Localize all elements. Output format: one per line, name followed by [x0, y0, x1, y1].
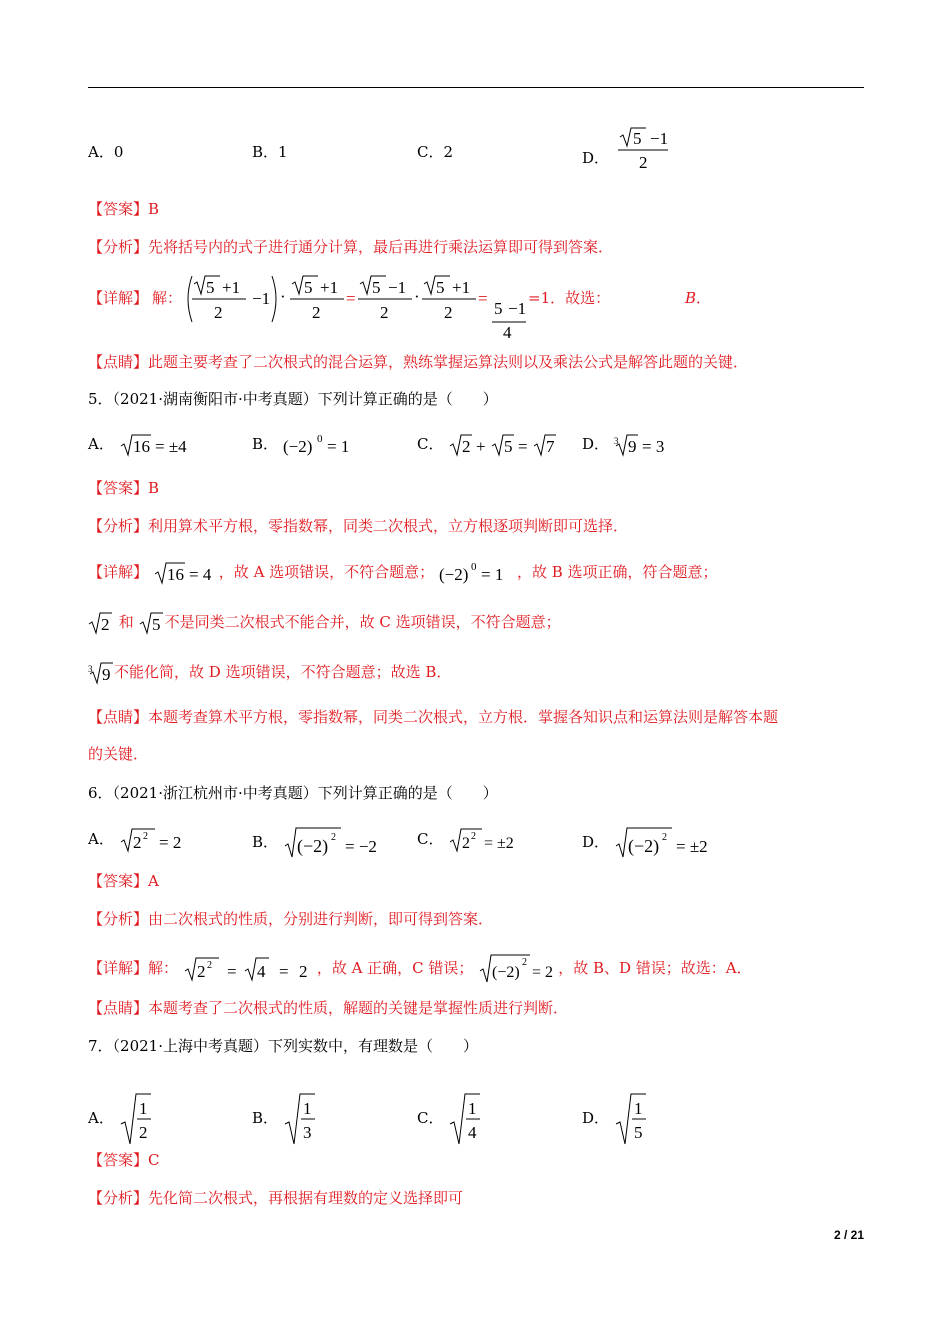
svg-text:0: 0	[470, 561, 477, 573]
svg-text:2: 2	[444, 303, 453, 322]
svg-text:2: 2	[196, 962, 206, 981]
q6-option-a	[88, 826, 189, 854]
svg-text:= −2: = −2	[344, 837, 377, 856]
option-label: C．	[417, 435, 444, 453]
svg-text:2: 2	[101, 615, 110, 634]
svg-text:(−2): (−2)	[282, 437, 313, 456]
q7-answer	[88, 1150, 160, 1170]
q6-analysis	[88, 909, 493, 929]
detail-tag: 【详解】	[88, 289, 149, 307]
answer-value: A	[148, 872, 159, 890]
analysis-tag: 【分析】	[88, 910, 149, 928]
svg-text:3: 3	[302, 1123, 312, 1142]
detail-choice: B	[685, 289, 697, 307]
svg-text:1: 1	[138, 1099, 148, 1118]
svg-text:2: 2	[214, 303, 223, 322]
option-label: C．	[417, 830, 444, 848]
svg-text:+1: +1	[320, 278, 339, 297]
q6-option-c	[417, 826, 522, 854]
svg-text:+: +	[476, 437, 486, 456]
option-label: A．	[88, 435, 114, 453]
svg-text:(−2): (−2)	[627, 836, 659, 856]
svg-text:+1: +1	[452, 278, 471, 297]
svg-text:16: 16	[132, 437, 150, 456]
svg-text:5: 5	[206, 278, 215, 297]
cbrt-9-math	[88, 661, 114, 685]
option-label: A．	[88, 1109, 114, 1127]
option-label: A．	[88, 830, 114, 848]
analysis-tag: 【分析】	[88, 1189, 149, 1207]
detail-result: =1．故选：	[528, 289, 611, 307]
svg-text:5: 5	[372, 278, 381, 297]
svg-text:4: 4	[256, 962, 266, 981]
svg-text:2: 2	[380, 303, 389, 322]
svg-text:= ±2: = ±2	[675, 837, 708, 856]
svg-text:2: 2	[298, 962, 308, 981]
q6-detail	[88, 953, 752, 985]
comment-tag: 【点睛】	[88, 999, 149, 1017]
q6-answer	[88, 871, 159, 891]
svg-text:5: 5	[304, 278, 313, 297]
svg-text:= ±2: = ±2	[484, 835, 515, 852]
q4-answer	[88, 199, 159, 219]
svg-text:2: 2	[206, 960, 212, 971]
detail-tag: 【详解】	[88, 959, 149, 977]
svg-text:5: 5	[151, 615, 161, 634]
svg-text:5: 5	[436, 278, 445, 297]
svg-text:−1: −1	[388, 278, 407, 297]
svg-text:=: =	[518, 437, 528, 456]
answer-value: B	[148, 479, 160, 497]
svg-text:(−2): (−2)	[296, 836, 328, 856]
analysis-tag: 【分析】	[88, 517, 149, 535]
svg-text:2: 2	[522, 957, 528, 968]
q5-stem: 5．（2021·湖南衡阳市·中考真题）下列计算正确的是（ ）	[88, 390, 498, 408]
svg-text:5: 5	[504, 437, 513, 456]
q5-option-d	[582, 432, 674, 458]
q5-detail-1-math-a	[153, 561, 219, 585]
q5-detail-2	[88, 611, 561, 635]
q6-option-a-math	[119, 826, 189, 854]
q5-comment-2: 的关键．	[88, 745, 149, 763]
svg-text:·: ·	[414, 287, 420, 306]
sqrt-5-math	[139, 611, 165, 635]
q6-stem: 6．（2021·浙江杭州市·中考真题）下列计算正确的是（ ）	[88, 784, 498, 802]
svg-text:= 3: = 3	[641, 437, 665, 456]
svg-text:= 1: = 1	[480, 565, 504, 584]
svg-text:=: =	[478, 289, 488, 308]
svg-text:2: 2	[330, 832, 336, 843]
detail-mid: ，故 A 正确，C 错误；	[316, 959, 474, 977]
svg-text:2: 2	[638, 153, 648, 172]
q4-option-a: A．0	[88, 143, 124, 161]
comment-text: 本题考查了二次根式的性质，解题的关键是掌握性质进行判断．	[148, 999, 569, 1017]
q7-analysis	[88, 1188, 463, 1208]
svg-text:−1: −1	[252, 289, 271, 308]
svg-text:·: ·	[280, 287, 286, 306]
detail-c-mid: 和	[118, 613, 134, 631]
q4-option-d	[582, 129, 674, 176]
svg-text:2: 2	[462, 835, 471, 852]
svg-text:−1: −1	[508, 299, 527, 318]
q5-option-c	[417, 432, 558, 458]
analysis-text: 由二次根式的性质，分别进行判断，即可得到答案．	[148, 910, 494, 928]
svg-text:2: 2	[471, 831, 477, 842]
detail-end: ．	[696, 289, 712, 307]
svg-text:2: 2	[138, 1123, 148, 1142]
answer-tag: 【答案】	[88, 479, 149, 497]
q7-option-a	[88, 1092, 153, 1146]
q5-option-a-math	[119, 432, 199, 458]
svg-text:5: 5	[633, 1123, 643, 1142]
svg-text:3: 3	[613, 436, 619, 446]
svg-text:= 2: = 2	[532, 964, 554, 981]
q5-answer	[88, 478, 159, 498]
svg-text:= 1: = 1	[326, 437, 350, 456]
q5-analysis	[88, 516, 628, 536]
option-label: B．	[252, 833, 279, 851]
option-label: B．	[252, 435, 279, 453]
detail-c: 不是同类二次根式不能合并，故 C 选项错误，不符合题意；	[164, 613, 561, 631]
svg-text:2: 2	[661, 832, 667, 843]
q4-option-b: B．1	[252, 143, 288, 161]
svg-text:4: 4	[468, 1123, 477, 1142]
svg-text:1: 1	[633, 1099, 643, 1118]
q5-comment-1	[88, 707, 778, 727]
comment-tag: 【点睛】	[88, 353, 149, 371]
svg-text:= 4: = 4	[188, 565, 212, 584]
svg-text:7: 7	[546, 437, 555, 456]
q5-detail-1	[88, 561, 718, 585]
q7-option-c-math	[448, 1092, 482, 1146]
svg-text:16: 16	[166, 565, 184, 584]
q6-detail-math-b	[478, 953, 558, 985]
q4-option-d-math	[614, 126, 674, 176]
q5-option-c-math	[448, 432, 558, 458]
header-rule	[88, 87, 864, 88]
detail-end: ，故 B、D 错误；故选：A．	[558, 959, 752, 977]
detail-b: ，故 B 选项正确，符合题意；	[516, 563, 718, 581]
analysis-text: 先将括号内的式子进行通分计算，最后再进行乘法运算即可得到答案．	[148, 238, 614, 256]
q5-option-a	[88, 432, 199, 458]
q6-option-b	[252, 826, 393, 860]
svg-text:= ±4: = ±4	[154, 437, 187, 456]
svg-text:=: =	[346, 289, 356, 308]
svg-text:5: 5	[494, 299, 503, 318]
svg-text:=: =	[278, 962, 289, 981]
detail-prefix: 解：	[152, 289, 183, 307]
q7-option-c	[417, 1092, 482, 1146]
q7-stem: 7．（2021·上海中考真题）下列实数中，有理数是（ ）	[88, 1037, 478, 1055]
detail-prefix: 解：	[148, 959, 179, 977]
q6-option-b-math	[283, 826, 393, 860]
option-label: D．	[582, 1109, 610, 1127]
q6-option-d	[582, 826, 724, 860]
svg-text:1: 1	[302, 1099, 312, 1118]
svg-text:= 2: = 2	[158, 833, 181, 852]
option-label: C．	[417, 1109, 444, 1127]
svg-text:1: 1	[468, 1099, 477, 1118]
q7-option-a-math	[119, 1092, 153, 1146]
q5-option-b	[252, 432, 363, 458]
q4-option-d-label: D．	[582, 149, 610, 167]
answer-value: C	[148, 1151, 160, 1169]
analysis-tag: 【分析】	[88, 238, 149, 256]
svg-text:0: 0	[316, 433, 323, 445]
q4-analysis	[88, 237, 613, 257]
svg-text:9: 9	[102, 665, 111, 684]
q5-detail-3	[88, 661, 451, 685]
q5-option-b-math	[283, 432, 363, 458]
q7-option-d	[582, 1092, 648, 1146]
q4-option-c: C．2	[417, 143, 454, 161]
detail-d: 不能化简，故 D 选项错误，不符合题意；故选 B．	[114, 663, 452, 681]
svg-text:2: 2	[462, 437, 471, 456]
answer-tag: 【答案】	[88, 1151, 149, 1169]
comment-text: 此题主要考查了二次根式的混合运算，熟练掌握运算法则以及乘法公式是解答此题的关键．	[148, 353, 749, 371]
q5-detail-1-math-b	[439, 561, 517, 585]
svg-text:3: 3	[88, 664, 93, 674]
svg-text:5: 5	[632, 129, 642, 148]
page-number: 2 / 21	[833, 1228, 864, 1242]
svg-text:−1: −1	[649, 129, 668, 148]
answer-tag: 【答案】	[88, 872, 149, 890]
q6-option-c-math	[448, 826, 522, 854]
analysis-text: 先化简二次根式，再根据有理数的定义选择即可	[148, 1189, 464, 1207]
sqrt-2-math	[88, 611, 114, 635]
option-label: B．	[252, 1109, 279, 1127]
option-label: D．	[582, 833, 610, 851]
svg-text:=: =	[226, 962, 237, 981]
q7-option-b	[252, 1092, 317, 1146]
option-label: D．	[582, 435, 610, 453]
svg-text:(−2): (−2)	[438, 565, 469, 584]
comment-tag: 【点睛】	[88, 708, 149, 726]
svg-text:2: 2	[132, 833, 142, 852]
q5-option-d-math	[614, 432, 674, 458]
answer-value: B	[148, 200, 160, 218]
q7-option-d-math	[614, 1092, 648, 1146]
svg-text:9: 9	[627, 437, 637, 456]
detail-a: ，故 A 选项错误，不符合题意；	[218, 563, 435, 581]
svg-text:+1: +1	[222, 278, 241, 297]
answer-tag: 【答案】	[88, 200, 149, 218]
svg-text:4: 4	[503, 323, 512, 342]
analysis-text: 利用算术平方根，零指数幂，同类二次根式，立方根逐项判断即可选择．	[148, 517, 629, 535]
svg-text:2: 2	[312, 303, 321, 322]
svg-text:(−2): (−2)	[492, 964, 520, 981]
q4-comment	[88, 352, 748, 372]
q6-comment	[88, 998, 568, 1018]
q6-detail-math-a	[183, 955, 317, 983]
comment-text: 本题考查算术平方根，零指数幂，同类二次根式，立方根．掌握各知识点和运算法则是解答本题	[148, 708, 779, 726]
detail-tag: 【详解】	[88, 563, 149, 581]
q7-option-b-math	[283, 1092, 317, 1146]
svg-text:2: 2	[142, 831, 148, 842]
q6-option-d-math	[614, 826, 724, 860]
